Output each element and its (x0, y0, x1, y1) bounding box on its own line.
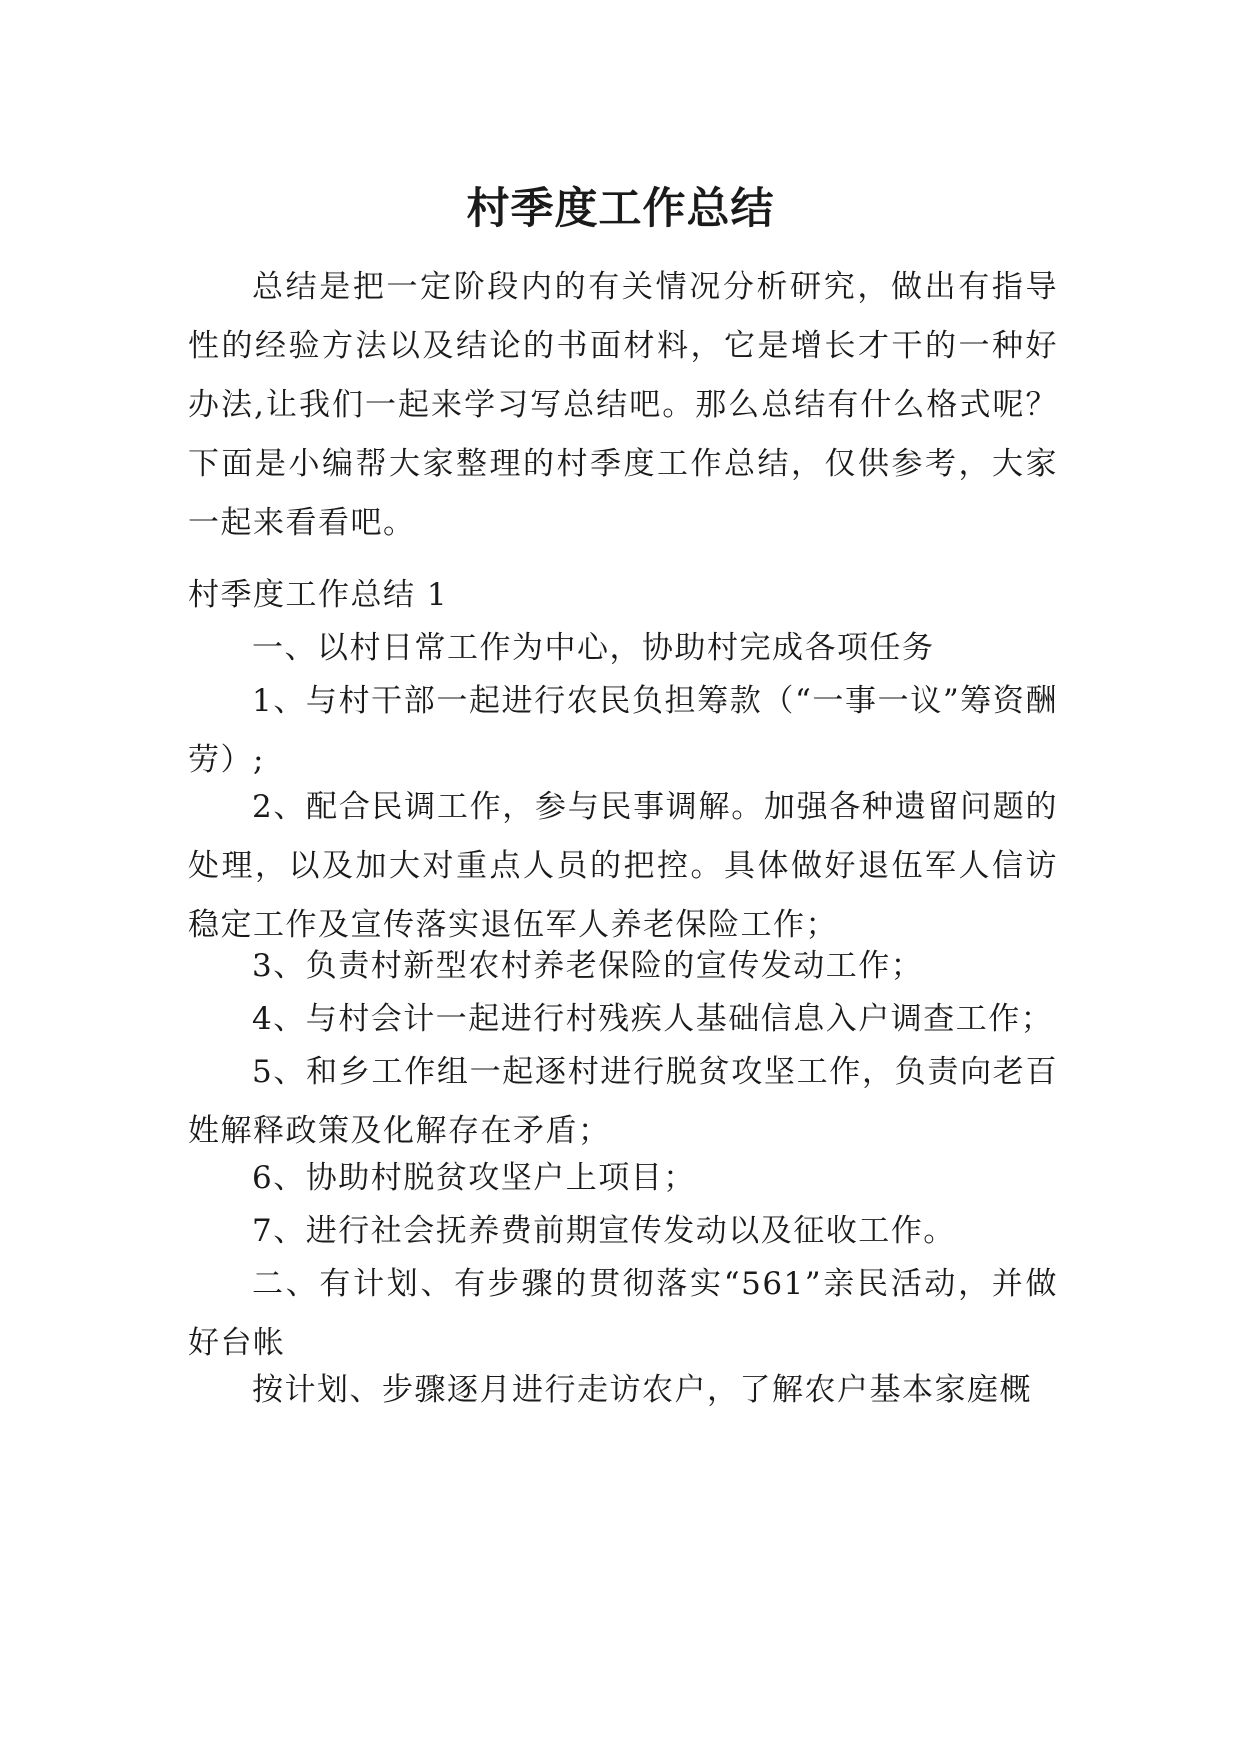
paragraph-1: 一、以村日常工作为中心，协助村完成各项任务 (252, 630, 935, 666)
paragraph-9: 二、有计划、有步骤的贯彻落实“561”亲民活动，并做好台帐 (188, 1266, 1058, 1361)
paragraph-10: 按计划、步骤逐月进行走访农户，了解农户基本家庭概 (252, 1372, 1032, 1408)
document-title: 村季度工作总结 (466, 183, 775, 234)
paragraph-8: 7、进行社会抚养费前期宣传发动以及征收工作。 (252, 1213, 956, 1249)
section-heading: 村季度工作总结 1 (188, 577, 449, 613)
paragraph-4: 3、负责村新型农村养老保险的宣传发动工作； (252, 948, 924, 984)
intro-paragraph: 总结是把一定阶段内的有关情况分析研究，做出有指导性的经验方法以及结论的书面材料，它是增长才干的一种好办法,让我们一起来学习写总结吧。那么总结有什么格式呢？下面是小编帮大家整理的村季度工作总结，仅供参考，大家一起来看看吧。 (188, 269, 1058, 541)
paragraph-2: 1、与村干部一起进行农民负担筹款（“一事一议”筹资酬劳）; (188, 683, 1058, 778)
paragraph-5: 4、与村会计一起进行村残疾人基础信息入户调查工作； (252, 1001, 1054, 1037)
paragraph-7: 6、协助村脱贫攻坚户上项目； (252, 1160, 696, 1196)
paragraph-6: 5、和乡工作组一起逐村进行脱贫攻坚工作，负责向老百姓解释政策及化解存在矛盾； (188, 1054, 1058, 1149)
paragraph-3: 2、配合民调工作，参与民事调解。加强各种遗留问题的处理，以及加大对重点人员的把控。具体做好退伍军人信访稳定工作及宣传落实退伍军人养老保险工作； (188, 789, 1058, 943)
